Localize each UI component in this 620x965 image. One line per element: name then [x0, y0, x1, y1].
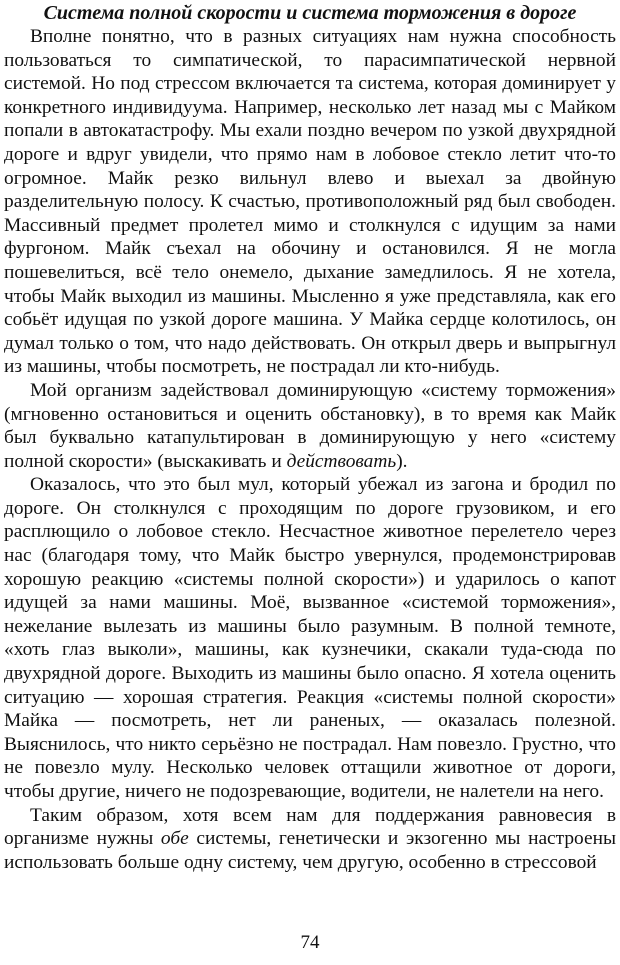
paragraph-2-text-end: ).: [396, 450, 408, 472]
paragraph-1: [4, 25, 616, 379]
paragraph-4-emphasis: обе: [160, 828, 189, 850]
paragraph-2-text: Мой организм задействовал доминирующую «систему торможения» (мгновенно остановиться и оценить обстановку), в то время как Майк был буквально катапультирован в доминирующую у него «систему полной скорости» (выскакивать и: [4, 379, 616, 472]
paragraph-2: [4, 379, 616, 473]
section-title: Система полной скорости и система торможения в дороге: [43, 2, 577, 24]
paragraph-1-text: Вполне понятно, что в разных ситуациях нам нужна способность пользоваться то симпатической, то парасимпатической нервной системой. Но под стрессом включается та система, которая доминирует у конкретного индивидуума. Например, несколько лет назад мы с Майком попали в автокатастрофу. Мы ехали поздно вечером по узкой двухрядной дороге и вдруг увидели, что прямо нам в лобовое стекло летит что-то огромное. Майк резко вильнул влево и выехал за двойную разделительную полосу. К счастью, противоположный ряд был свободен. Массивный предмет пролетел мимо и столкнулся с идущим за нами фургоном. Майк съехал на обочину и остановился. Я не могла пошевелиться, всё тело онемело, дыхание замедлилось. Я не хотела, чтобы Майк выходил из машины. Мысленно я уже представляла, как его собьёт идущая по узкой дороге машина. У Майка сердце колотилось, он думал только о том, что надо действовать. Он открыл дверь и выпрыгнул из машины, чтобы посмотреть, не пострадал ли кто-нибудь.: [4, 26, 616, 378]
paragraph-4-text-end: системы, генетически и экзогенно мы настроены использовать больше одну систему, чем другую, особенно в стрессовой: [4, 828, 617, 873]
paragraph-2-emphasis: действовать: [286, 450, 397, 472]
paragraph-4-text: Таким образом, хотя всем нам для поддержания равновесия в организме нужны: [4, 804, 616, 850]
paragraph-4: [4, 804, 616, 875]
paragraph-3-text: Оказалось, что это был мул, который убежал из загона и бродил по дороге. Он столкнулся с проходящим по дороге грузовиком, и его расплющило о лобовое стекло. Несчастное животное перелетело через нас (благодаря тому, что Майк быстро увернулся, продемонстрировав хорошую реакцию «системы полной скорости») и ударилось о капот идущей за нами машины. Моё, вызванное «системой торможения», нежелание вылезать из машины было разумным. В полной темноте, «хоть глаз выколи», машины, как кузнечики, скакали туда-сюда по двухрядной дороге. Выходить из машины было опасно. Я хотела оценить ситуацию — хорошая стратегия. Реакция «системы полной скорости» Майка — посмотреть, нет ли раненых, — оказалась полезной. Выяснилось, что никто серьёзно не пострадал. Нам повезло. Грустно, что не повезло мулу. Несколько человек оттащили животное от дороги, чтобы другие, ничего не подозревающие, водители, не налетели на него.: [4, 474, 616, 802]
page-number: 74: [300, 932, 320, 953]
paragraph-3: [4, 473, 616, 803]
